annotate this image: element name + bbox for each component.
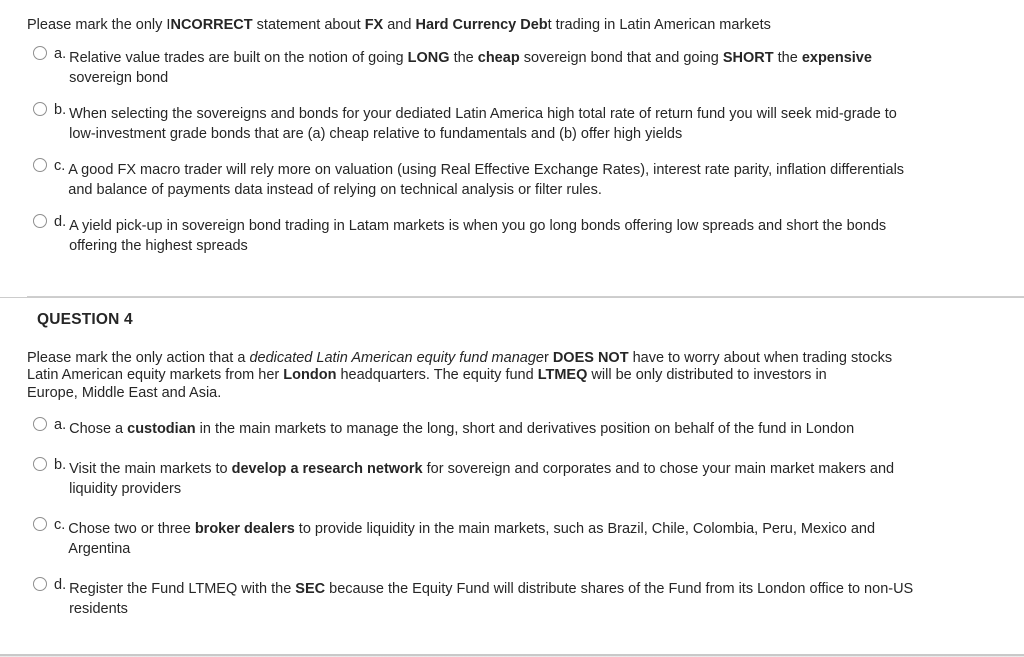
- radio-button[interactable]: [33, 417, 47, 431]
- option-row-a: [27, 414, 994, 440]
- radio-button[interactable]: [33, 214, 47, 228]
- page-bottom-strip: [0, 654, 1024, 657]
- question-3-block: [0, 0, 1024, 297]
- question-3-prompt: Please mark the only INCORRECT statement about FX and Hard Currency Debt trading in Latin American markets: [27, 17, 771, 33]
- option-row-b: [27, 454, 994, 500]
- option-text: Register the Fund LTMEQ with the SEC because the Equity Fund will distribute shares of the Fund from its London office to non-US residents: [69, 580, 914, 617]
- question-4-options: [27, 414, 994, 620]
- option-text: Visit the main markets to develop a research network for sovereign and corporates and to chose your main market makers and liquidity providers: [69, 460, 895, 497]
- option-text: When selecting the sovereigns and bonds for your dediated Latin America high total rate of return fund you will seek mid-grade to low-investment grade bonds that are (a) cheap relative to fundamentals and (b) offer high yields: [69, 105, 897, 142]
- option-row-c: [27, 514, 994, 560]
- option-letter: a.: [54, 45, 67, 62]
- question-3-options: [27, 43, 994, 257]
- option-row-a: [27, 43, 994, 89]
- question-4-heading: QUESTION 4: [37, 310, 133, 328]
- radio-button[interactable]: [33, 517, 47, 531]
- option-text: Chose two or three broker dealers to provide liquidity in the main markets, such as Brazil, Chile, Colombia, Peru, Mexico and Argentina: [68, 520, 876, 557]
- option-letter: c.: [54, 157, 66, 174]
- option-letter: d.: [54, 576, 67, 593]
- radio-button[interactable]: [33, 158, 47, 172]
- radio-button[interactable]: [33, 46, 47, 60]
- option-text: A yield pick-up in sovereign bond trading in Latam markets is when you go long bonds offering low spreads and short the bonds offering the highest spreads: [69, 217, 887, 254]
- option-row-d: [27, 574, 994, 620]
- radio-button[interactable]: [33, 457, 47, 471]
- option-text: A good FX macro trader will rely more on valuation (using Real Effective Exchange Rates), interest rate parity, inflation differentials and balance of payments data instead of relying on technical analysis or filter rules.: [68, 161, 905, 198]
- option-letter: c.: [54, 516, 66, 533]
- question-4-prompt: Please mark the only action that a dedicated Latin American equity fund manager DOES NOT have to worry about when trading stocks Latin American equity markets from her London headquarters. The equity fund LTMEQ will be only distributed to investors in Europe, Middle East and Asia.: [27, 349, 893, 401]
- option-letter: b.: [54, 456, 67, 473]
- radio-button[interactable]: [33, 577, 47, 591]
- option-text: Relative value trades are built on the notion of going LONG the cheap sovereign bond that and going SHORT the expensive sovereign bond: [69, 49, 872, 86]
- option-row-b: [27, 99, 994, 145]
- option-text: Chose a custodian in the main markets to manage the long, short and derivatives position on behalf of the fund in London: [69, 421, 855, 437]
- question-4-block: [0, 297, 1024, 654]
- option-row-c: [27, 155, 994, 201]
- option-letter: a.: [54, 417, 67, 433]
- radio-button[interactable]: [33, 102, 47, 116]
- option-row-d: [27, 211, 994, 257]
- option-letter: b.: [54, 101, 67, 118]
- option-letter: d.: [54, 213, 67, 230]
